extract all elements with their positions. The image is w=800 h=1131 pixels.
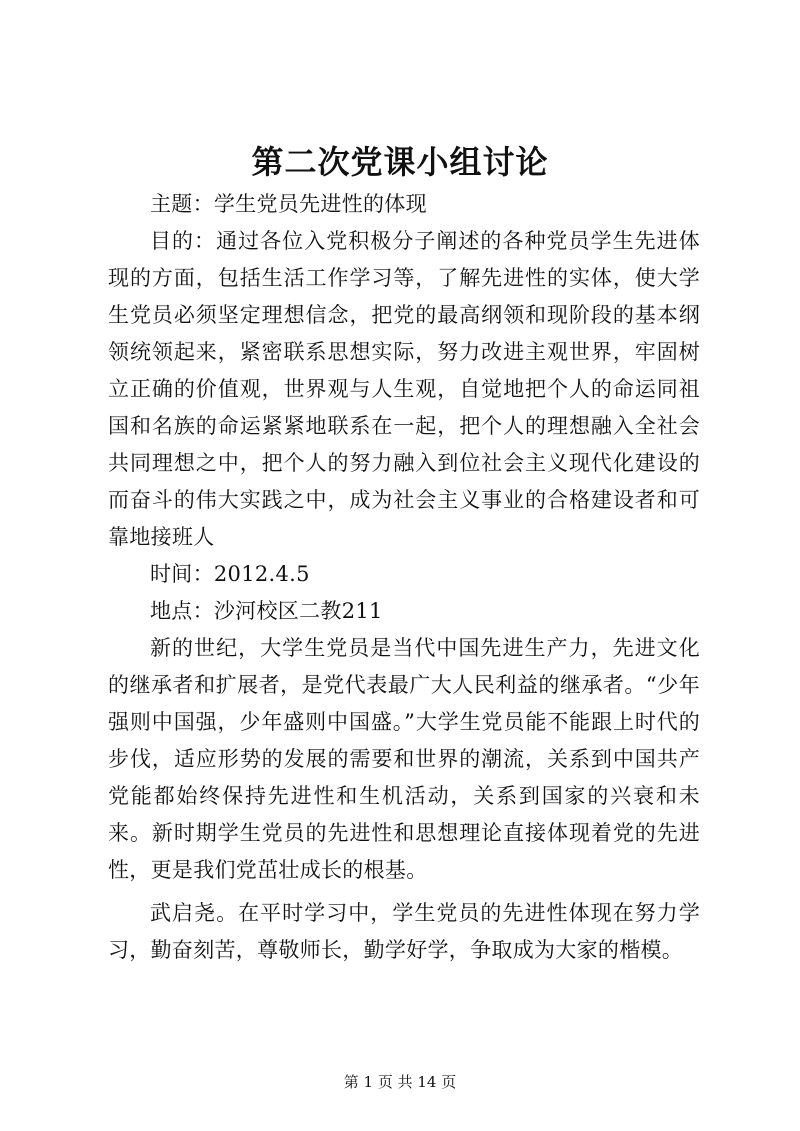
location-paragraph: 地点：沙河校区二教211 bbox=[150, 599, 383, 623]
topic-paragraph: 主题：学生党员先进性的体现 bbox=[150, 192, 427, 216]
purpose-paragraph: 目的：通过各位入党积极分子阐述的各种党员学生先进体现的方面，包括生活工作学习等，了解先进性的实体，使大学生党员必须坚定理想信念，把党的最高纲领和现阶段的基本纲领统领起来，紧密联系思想实际，努力改进主观世界，牢固树立正确的价值观，世界观与人生观，自觉地把个人的命运同祖国和名族的命运紧紧地联系在一起，把个人的理想融入全社会共同理想之中，把个人的努力融入到位社会主义现代化建设的而奋斗的伟大实践之中，成为社会主义事业的合格建设者和可靠地接班人 bbox=[108, 229, 700, 549]
page-number-footer: 第 1 页 共 14 页 bbox=[343, 1073, 457, 1091]
time-paragraph: 时间：2012.4.5 bbox=[150, 562, 310, 586]
page-title: 第二次党课小组讨论 bbox=[251, 143, 549, 181]
document-body bbox=[108, 186, 700, 969]
speaker-paragraph: 武启尧。在平时学习中，学生党员的先进性体现在努力学习，勤奋刻苦，尊敬师长，勤学好学，争取成为大家的楷模。 bbox=[108, 901, 700, 962]
intro-paragraph: 新的世纪，大学生党员是当代中国先进生产力，先进文化的继承者和扩展者，是党代表最广大人民利益的继承者。“少年强则中国强，少年盛则中国盛。”大学生党员能不能跟上时代的步伐，适应形势的发展的需要和世界的潮流，关系到中国共产党能都始终保持先进性和生机活动，关系到国家的兴衰和未来。新时期学生党员的先进性和思想理论直接体现着党的先进性，更是我们党茁壮成长的根基。 bbox=[108, 636, 700, 882]
